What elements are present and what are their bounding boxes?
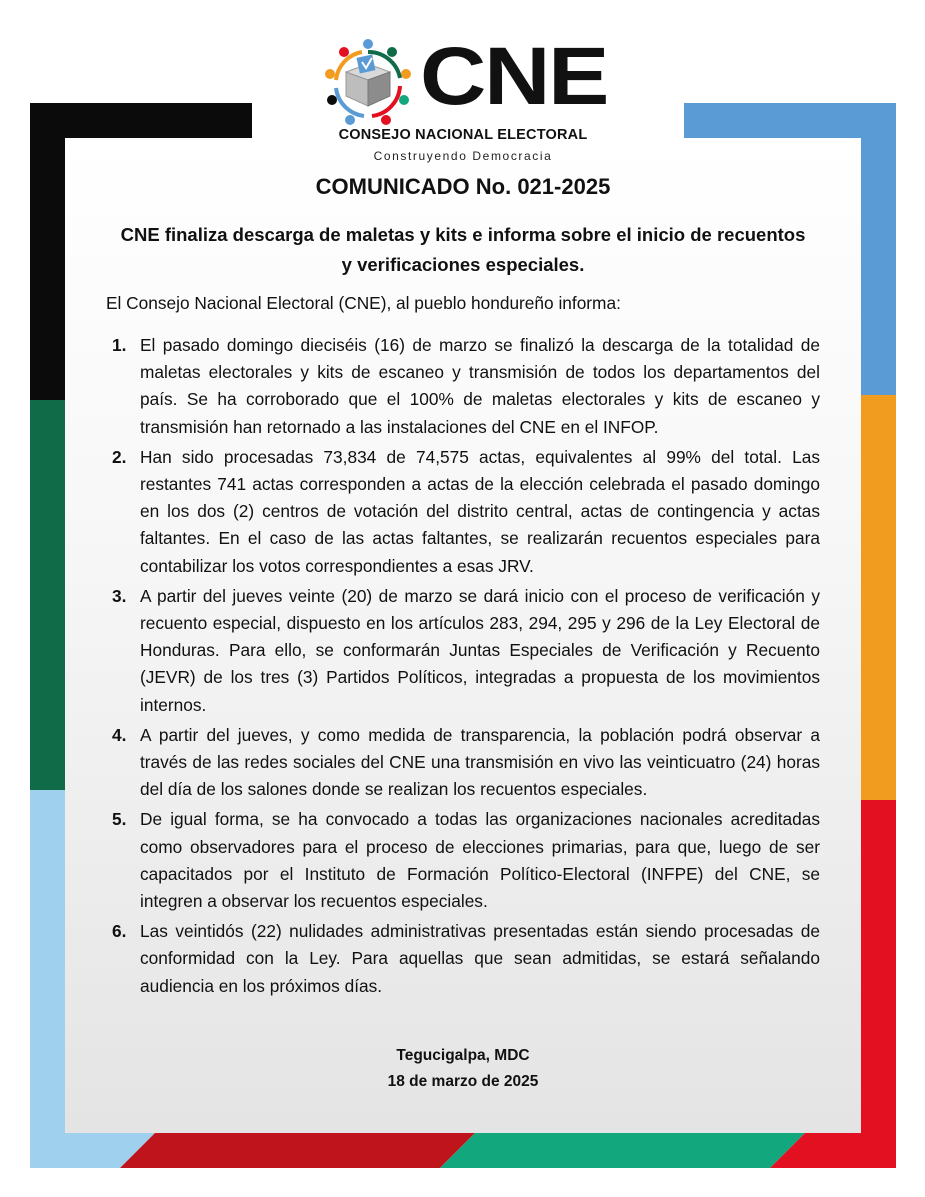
list-item-text: A partir del jueves, y como medida de transparencia, la población podrá observar a través de las redes sociales del CNE una transmisión en vivo las veinticuatro (24) horas del día de los salones donde se realizan los recuentos especiales.	[140, 724, 820, 800]
list-item-text: De igual forma, se ha convocado a todas las organizaciones nacionales acreditadas como observadores para el proceso de elecciones primarias, para que, luego de ser capacitados por el Instituto de Formación Político-Electoral (INFPE) del CNE, se integren a observar los recuentos especiales.	[140, 809, 820, 912]
document-title: COMUNICADO No. 021-2025	[315, 174, 611, 199]
ballot-box-icon	[322, 38, 414, 128]
list-item	[104, 806, 820, 915]
frame-bottom-darkred	[120, 1133, 475, 1168]
list-item	[104, 918, 820, 1000]
list-item	[104, 444, 820, 580]
frame-lightblue-left	[30, 790, 65, 1168]
frame-bottom-teal	[440, 1133, 805, 1168]
list-item-number: 5.	[112, 809, 127, 830]
document-subtitle: CNE finaliza descarga de maletas y kits e informa sobre el inicio de recuentos y verificaciones especiales.	[120, 224, 806, 275]
frame-black-left	[30, 103, 65, 400]
list-item-number: 6.	[112, 921, 127, 942]
document-intro: El Consejo Nacional Electoral (CNE), al pueblo hondureño informa:	[106, 293, 621, 313]
list-item	[104, 583, 820, 719]
cne-logo	[322, 30, 607, 170]
logo-tagline: Construyendo Democracia	[373, 149, 553, 163]
logo-organization-name: CONSEJO NACIONAL ELECTORAL	[338, 127, 588, 143]
list-item-number: 1.	[112, 335, 127, 355]
logo-wordmark: CNE	[420, 31, 608, 122]
list-item-text: A partir del jueves veinte (20) de marzo se dará inicio con el proceso de verificación y recuento especial, dispuesto en los artículos 283, 294, 295 y 296 de la Ley Electoral de Honduras. Para ello, se conformarán Juntas Especiales de Verificación y Recuento (JEVR) de los tres (3) Partidos Políticos, integradas a propuesta de los movimientos internos.	[140, 585, 820, 715]
list-item	[104, 332, 820, 441]
list-item-text: Han sido procesadas 73,834 de 74,575 actas, equivalentes al 99% del total. Las restantes 741 actas corresponden a actas de la elección celebrada el pasado domingo en los dos (2) centros de votación del distrito central, actas de contingencia y actas faltantes. En el caso de las actas faltantes, se realizarán recuentos especiales para contabilizar los votos correspondientes a esas JRV.	[140, 446, 820, 576]
list-item-text: El pasado domingo dieciséis (16) de marzo se finalizó la descarga de la totalidad de maletas electorales y kits de escaneo y transmisión de todos los departamentos del país. Se ha corroborado que el 100% de maletas electorales y kits de escaneo y transmisión han retornado a las instalaciones del CNE en el INFOP.	[140, 335, 820, 437]
list-item-text: Las veintidós (22) nulidades administrativas presentadas están siendo procesadas de conformidad con la Ley. Para aquellas que sean admitidas, se estará señalando audiencia en los próximos días.	[140, 921, 820, 996]
list-item	[104, 722, 820, 804]
frame-green-left	[30, 400, 65, 790]
frame-red-right	[861, 800, 896, 1168]
frame-orange-right	[861, 395, 896, 800]
frame-blue-right	[861, 103, 896, 395]
signature-block	[65, 1043, 861, 1095]
document-place: Tegucigalpa, MDC	[396, 1047, 530, 1064]
announcement-list	[104, 332, 820, 1000]
list-item-number: 2.	[112, 446, 127, 467]
document-date: 18 de marzo de 2025	[387, 1073, 539, 1090]
list-item-number: 4.	[112, 724, 127, 745]
list-item-number: 3.	[112, 585, 127, 606]
frame-bottom-band	[30, 1133, 896, 1168]
